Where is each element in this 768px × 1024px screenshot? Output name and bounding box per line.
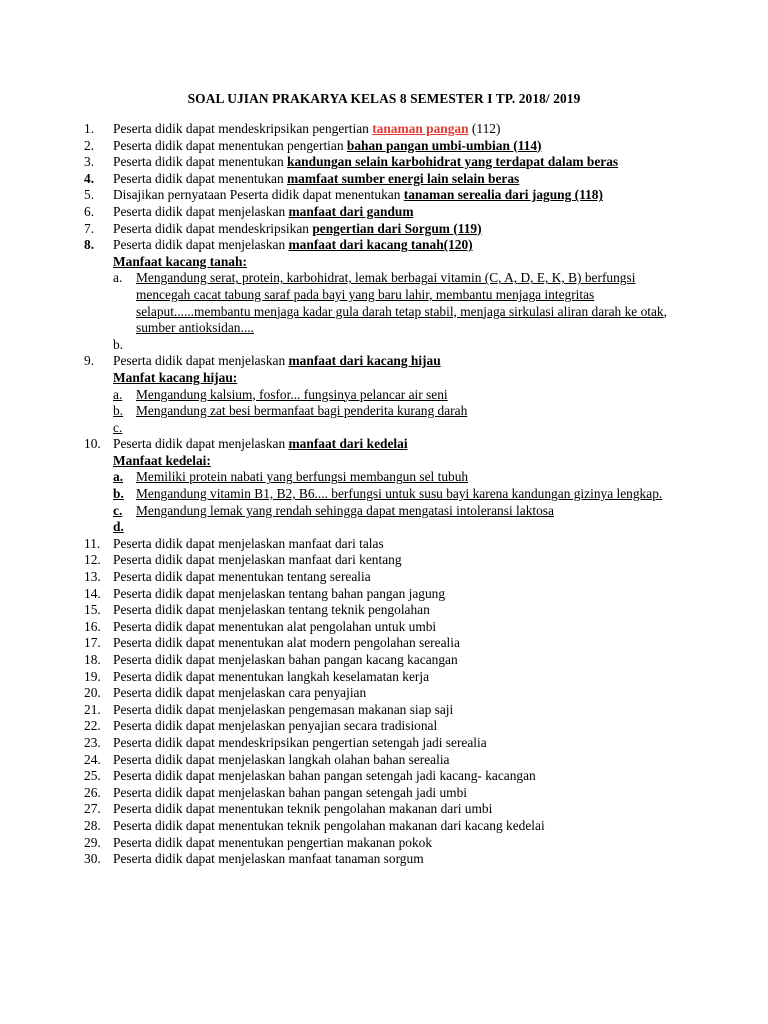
list-item — [84, 154, 684, 171]
item-number: 27. — [84, 801, 101, 817]
sub-item-text: Mengandung zat besi bermanfaat bagi penderita kurang darah — [136, 403, 468, 419]
list-item — [84, 785, 684, 802]
item-text: Disajikan pernyataan Peserta didik dapat menentukan — [113, 187, 404, 203]
list-item — [84, 536, 684, 553]
sub-item-letter: a. — [113, 386, 123, 402]
item-number: 21. — [84, 701, 101, 717]
list-item — [84, 171, 684, 188]
item-keyword: pengertian dari Sorgum (119) — [312, 220, 482, 236]
section-heading: Manfaat kacang tanah: — [113, 253, 247, 269]
item-number: 20. — [84, 685, 101, 701]
item-text: Peserta didik dapat menjelaskan langkah olahan bahan serealia — [113, 751, 450, 767]
item-number: 4. — [84, 170, 95, 186]
sub-item-letter: b. — [113, 486, 124, 502]
list-item — [84, 818, 684, 835]
section-heading: Manfat kacang hijau: — [113, 369, 238, 385]
sub-item — [113, 337, 684, 354]
sub-item-letter: c. — [113, 502, 123, 518]
item-number: 12. — [84, 552, 101, 568]
item-text: Peserta didik dapat menjelaskan — [113, 353, 289, 369]
list-item — [84, 652, 684, 669]
item-number: 29. — [84, 834, 101, 850]
item-text: Peserta didik dapat menjelaskan bahan pangan setengah jadi umbi — [113, 784, 467, 800]
sub-item-text: Mengandung kalsium, fosfor... fungsinya pelancar air seni — [136, 386, 448, 402]
kacang-tanah-section — [84, 254, 684, 354]
item-keyword: bahan pangan umbi-umbian (114) — [346, 137, 542, 153]
sub-item-letter: b. — [113, 336, 124, 352]
item-text: Peserta didik dapat menentukan alat modern pengolahan serealia — [113, 635, 460, 651]
item-text: Peserta didik dapat menjelaskan — [113, 237, 289, 253]
item-keyword: manfaat dari gandum — [288, 203, 414, 219]
item-number: 10. — [84, 436, 101, 452]
list-item — [84, 221, 684, 238]
kedelai-section — [84, 453, 684, 536]
list-item — [84, 669, 684, 686]
list-item — [84, 121, 684, 138]
item-number: 15. — [84, 602, 101, 618]
item-text: Peserta didik dapat menentukan — [113, 170, 288, 186]
item-number: 14. — [84, 585, 101, 601]
item-text: Peserta didik dapat mendeskripsikan — [113, 220, 313, 236]
item-text: Peserta didik dapat menjelaskan manfaat dari talas — [113, 535, 384, 551]
item-text: Peserta didik dapat menentukan teknik pengolahan makanan dari kacang kedelai — [113, 817, 545, 833]
item-keyword: manfaat dari kacang hijau — [288, 353, 441, 369]
list-item — [84, 685, 684, 702]
list-item — [84, 602, 684, 619]
item-text: Peserta didik dapat menentukan teknik pengolahan makanan dari umbi — [113, 801, 493, 817]
list-item — [84, 187, 684, 204]
sub-item-text: Mengandung vitamin B1, B2, B6.... berfungsi untuk susu bayi karena kandungan gizinya lengkap. — [136, 486, 663, 502]
list-item — [84, 552, 684, 569]
item-number: 3. — [84, 154, 95, 170]
page-title: SOAL UJIAN PRAKARYA KELAS 8 SEMESTER I TP. 2018/ 2019 — [187, 91, 581, 106]
list-item — [84, 718, 684, 735]
item-number: 18. — [84, 652, 101, 667]
sub-item-letter: c. — [113, 419, 123, 435]
sub-item-letter: a. — [113, 270, 123, 286]
section-heading: Manfaat kedelai: — [113, 452, 211, 468]
sub-item-letter: b. — [113, 403, 124, 419]
sub-item — [113, 469, 684, 486]
sub-item-text: Mengandung serat, protein, karbohidrat, lemak berbagai vitamin (C, A, D, E, K, B) berfungsi mencegah cacat tabung saraf pada bayi yang baru lahir, membantu menjaga integritas selaput......membantu menjaga kadar gula darah tetap stabil, menjaga sirkulasi aliran darah ke otak, sumber antioksidan.... — [136, 270, 667, 336]
list-item — [84, 237, 684, 254]
item-text: Peserta didik dapat menjelaskan bahan pangan kacang kacangan — [113, 652, 458, 667]
sub-item-text: Memiliki protein nabati yang berfungsi membangun sel tubuh — [136, 469, 469, 485]
item-text: Peserta didik dapat menjelaskan manfaat tanaman sorgum — [113, 851, 424, 867]
item-text: Peserta didik dapat mendeskripsikan pengertian setengah jadi serealia — [113, 734, 487, 750]
item-number: 23. — [84, 734, 101, 750]
list-item — [84, 619, 684, 636]
item-number: 9. — [84, 353, 95, 369]
list-item — [84, 801, 684, 818]
item-text: Peserta didik dapat menjelaskan penyajian secara tradisional — [113, 718, 438, 734]
sub-item — [113, 486, 684, 503]
item-number: 5. — [84, 187, 95, 203]
sub-item-text: Mengandung lemak yang rendah sehingga dapat mengatasi intoleransi laktosa — [136, 502, 554, 518]
item-text: Peserta didik dapat menjelaskan pengemasan makanan siap saji — [113, 701, 454, 717]
item-number: 30. — [84, 851, 101, 867]
item-keyword: kandungan selain karbohidrat yang terdapat dalam beras — [287, 154, 619, 170]
list-item — [84, 635, 684, 652]
list-item — [84, 586, 684, 603]
sub-item — [113, 519, 684, 536]
sub-item — [113, 270, 684, 336]
item-text: Peserta didik dapat menjelaskan bahan pangan setengah jadi kacang- kacangan — [113, 768, 536, 784]
list-item — [84, 204, 684, 221]
kacang-hijau-section — [84, 370, 684, 436]
item-number: 25. — [84, 768, 101, 784]
item-number: 26. — [84, 784, 101, 800]
item-keyword: manfaat dari kacang tanah(120) — [288, 237, 473, 253]
list-item — [84, 735, 684, 752]
item-text: Peserta didik dapat menentukan pengertian makanan pokok — [113, 834, 433, 850]
item-text: Peserta didik dapat menjelaskan tentang teknik pengolahan — [113, 602, 430, 618]
item-keyword: tanaman pangan — [372, 121, 469, 136]
item-number: 28. — [84, 817, 101, 833]
item-text: Peserta didik dapat menjelaskan — [113, 436, 289, 452]
item-number: 16. — [84, 618, 101, 634]
item-number: 7. — [84, 220, 95, 236]
list-item — [84, 353, 684, 370]
item-text: Peserta didik dapat menjelaskan — [113, 203, 289, 219]
item-number: 19. — [84, 668, 101, 684]
item-text: Peserta didik dapat menentukan langkah keselamatan kerja — [113, 668, 430, 684]
item-text: Peserta didik dapat menentukan — [113, 154, 288, 170]
sub-item — [113, 503, 684, 520]
list-item — [84, 138, 684, 155]
sub-item-letter: a. — [113, 469, 124, 485]
item-number: 13. — [84, 569, 101, 585]
item-text: Peserta didik dapat menjelaskan manfaat dari kentang — [113, 552, 402, 568]
item-keyword: mamfaat sumber energi lain selain beras — [287, 170, 520, 186]
item-number: 2. — [84, 137, 95, 153]
list-item — [84, 569, 684, 586]
item-suffix: (112) — [468, 121, 501, 136]
item-text: Peserta didik dapat mendeskripsikan pengertian — [113, 121, 373, 136]
item-keyword: manfaat dari kedelai — [288, 436, 408, 452]
sub-item — [113, 403, 684, 420]
list-item — [84, 768, 684, 785]
item-number: 17. — [84, 635, 101, 651]
sub-item — [113, 387, 684, 404]
item-text: Peserta didik dapat menjelaskan cara penyajian — [113, 685, 367, 701]
list-item — [84, 835, 684, 852]
item-number: 6. — [84, 203, 95, 219]
sub-item — [113, 420, 684, 437]
item-number: 8. — [84, 237, 95, 253]
item-text: Peserta didik dapat menentukan alat pengolahan untuk umbi — [113, 618, 437, 634]
list-item — [84, 851, 684, 868]
list-item — [84, 436, 684, 453]
item-number: 22. — [84, 718, 101, 734]
item-text: Peserta didik dapat menentukan tentang serealia — [113, 569, 371, 585]
sub-item-letter: d. — [113, 519, 124, 535]
objective-list — [84, 121, 684, 868]
item-text: Peserta didik dapat menentukan pengertian — [113, 137, 347, 153]
item-number: 1. — [84, 121, 95, 136]
item-text: Peserta didik dapat menjelaskan tentang bahan pangan jagung — [113, 585, 446, 601]
item-number: 24. — [84, 751, 101, 767]
item-number: 11. — [84, 535, 101, 551]
item-keyword: tanaman serealia dari jagung (118) — [403, 187, 603, 203]
list-item — [84, 702, 684, 719]
list-item — [84, 752, 684, 769]
